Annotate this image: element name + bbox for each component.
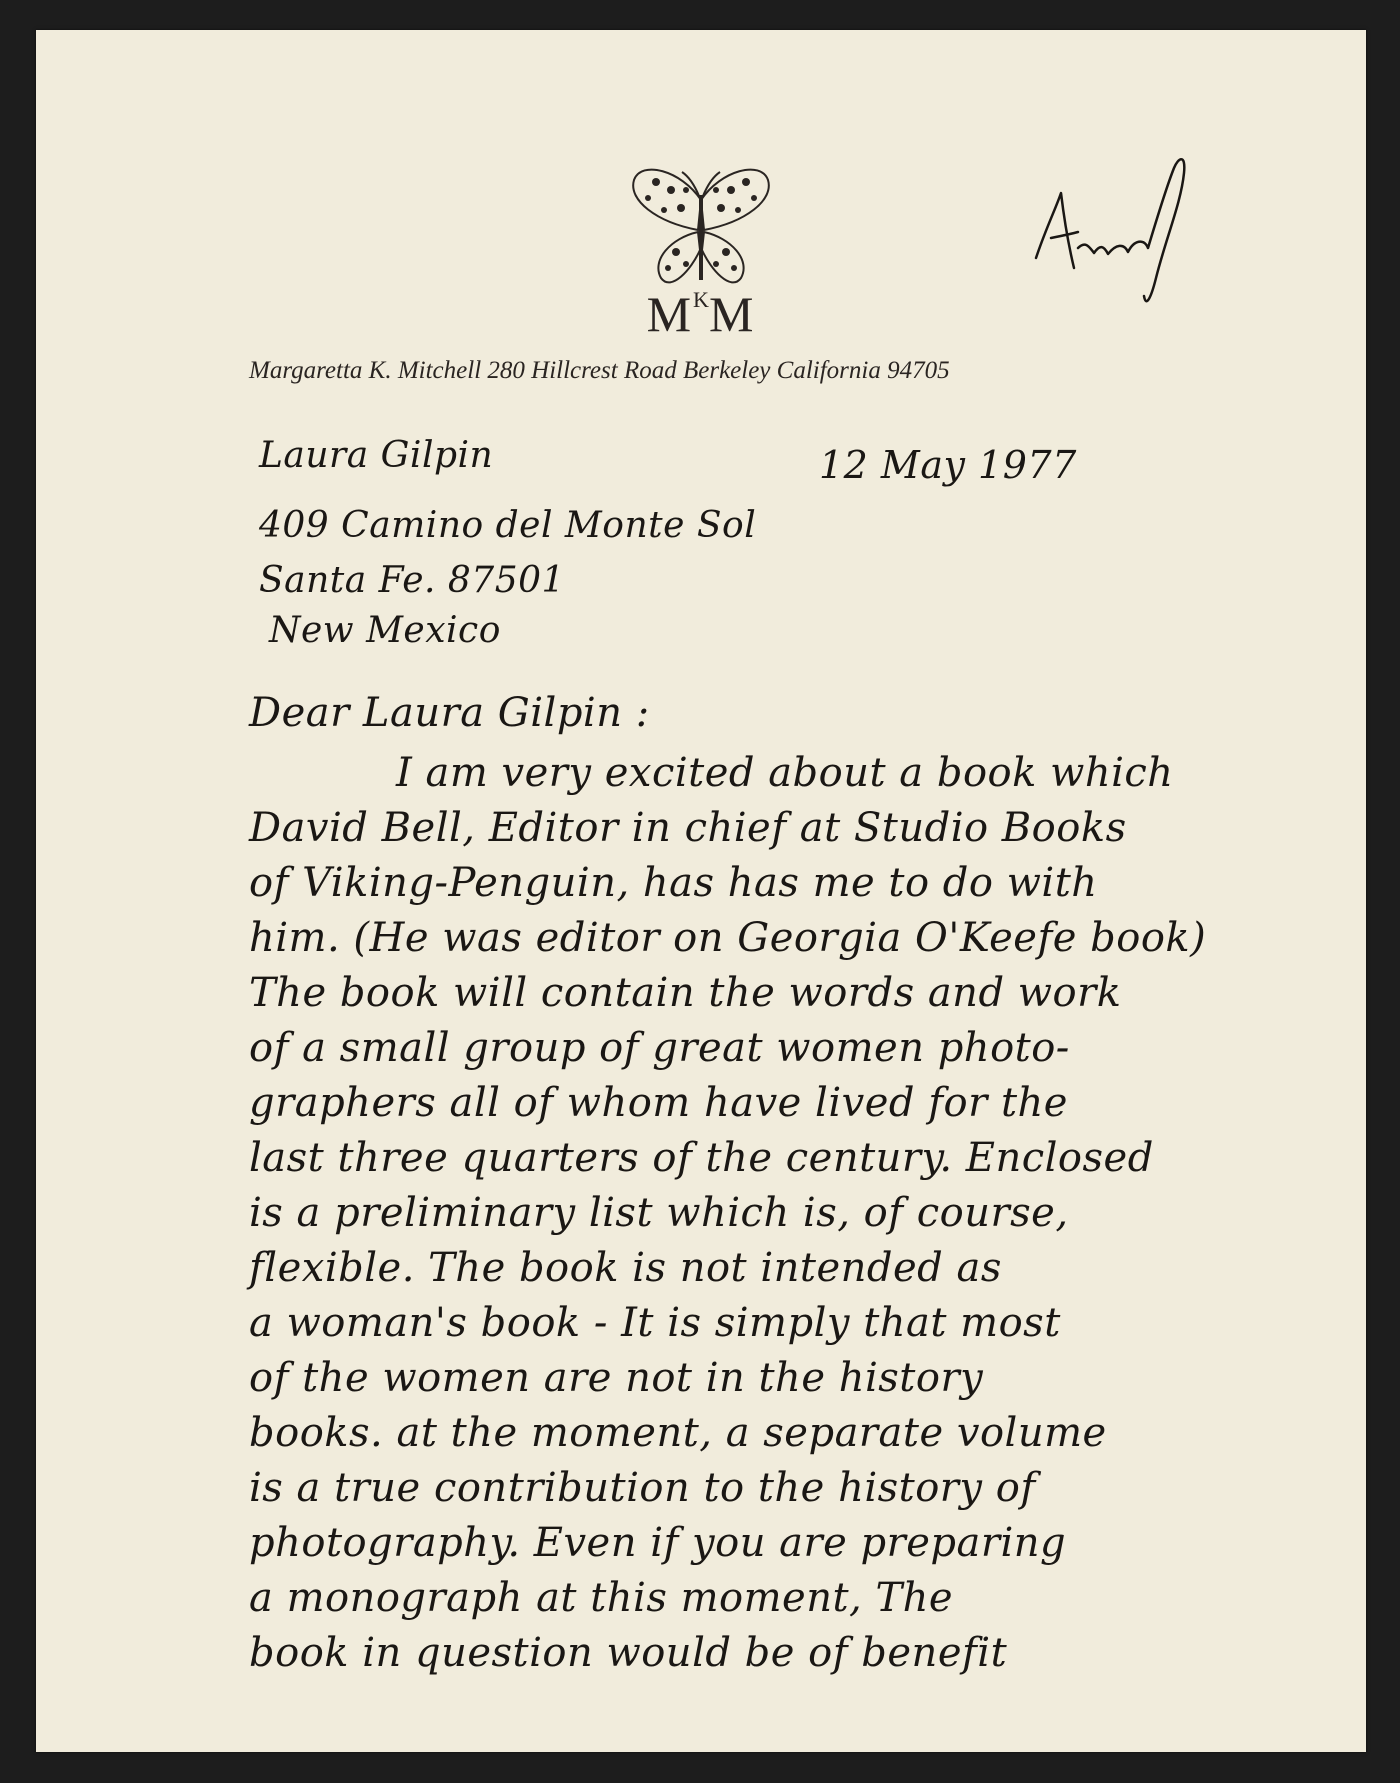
letter-date: 12 May 1977	[819, 443, 1077, 487]
monogram-left: M	[646, 286, 694, 342]
butterfly-logo-icon	[626, 160, 776, 300]
handwritten-annotation-icon	[1016, 148, 1216, 318]
body-line: book in question would be of benefit	[249, 1630, 1008, 1676]
body-line: I am very excited about a book which	[396, 750, 1174, 796]
body-line: a monograph at this moment, The	[249, 1575, 954, 1621]
body-line: of Viking-Penguin, has has me to do with	[249, 860, 1098, 906]
recipient-name: Laura Gilpin	[259, 435, 494, 476]
recipient-state: New Mexico	[269, 610, 501, 651]
salutation: Dear Laura Gilpin :	[249, 690, 650, 736]
body-line: graphers all of whom have lived for the	[249, 1080, 1068, 1126]
body-line: David Bell, Editor in chief at Studio Books	[249, 805, 1127, 851]
body-line: The book will contain the words and work	[249, 970, 1122, 1016]
body-line: of a small group of great women photo-	[249, 1025, 1070, 1071]
body-line: flexible. The book is not intended as	[249, 1245, 1002, 1291]
recipient-city: Santa Fe. 87501	[259, 560, 565, 601]
monogram-right: M	[708, 286, 756, 342]
body-line: photography. Even if you are preparing	[249, 1520, 1067, 1566]
body-line: last three quarters of the century. Enclosed	[249, 1135, 1154, 1181]
body-line: books. at the moment, a separate volume	[249, 1410, 1107, 1456]
body-line: is a true contribution to the history of	[249, 1465, 1036, 1511]
body-line: is a preliminary list which is, of course,	[249, 1190, 1069, 1236]
letterhead-address: Margaretta K. Mitchell 280 Hillcrest Road Berkeley California 94705	[249, 357, 950, 384]
letter-page	[36, 30, 1366, 1752]
body-line: a woman's book - It is simply that most	[249, 1300, 1061, 1346]
monogram	[626, 285, 776, 343]
recipient-street: 409 Camino del Monte Sol	[259, 505, 757, 546]
body-line: of the women are not in the history	[249, 1355, 984, 1401]
body-line: him. (He was editor on Georgia O'Keefe book)	[249, 915, 1207, 961]
monogram-mid: K	[693, 287, 709, 312]
